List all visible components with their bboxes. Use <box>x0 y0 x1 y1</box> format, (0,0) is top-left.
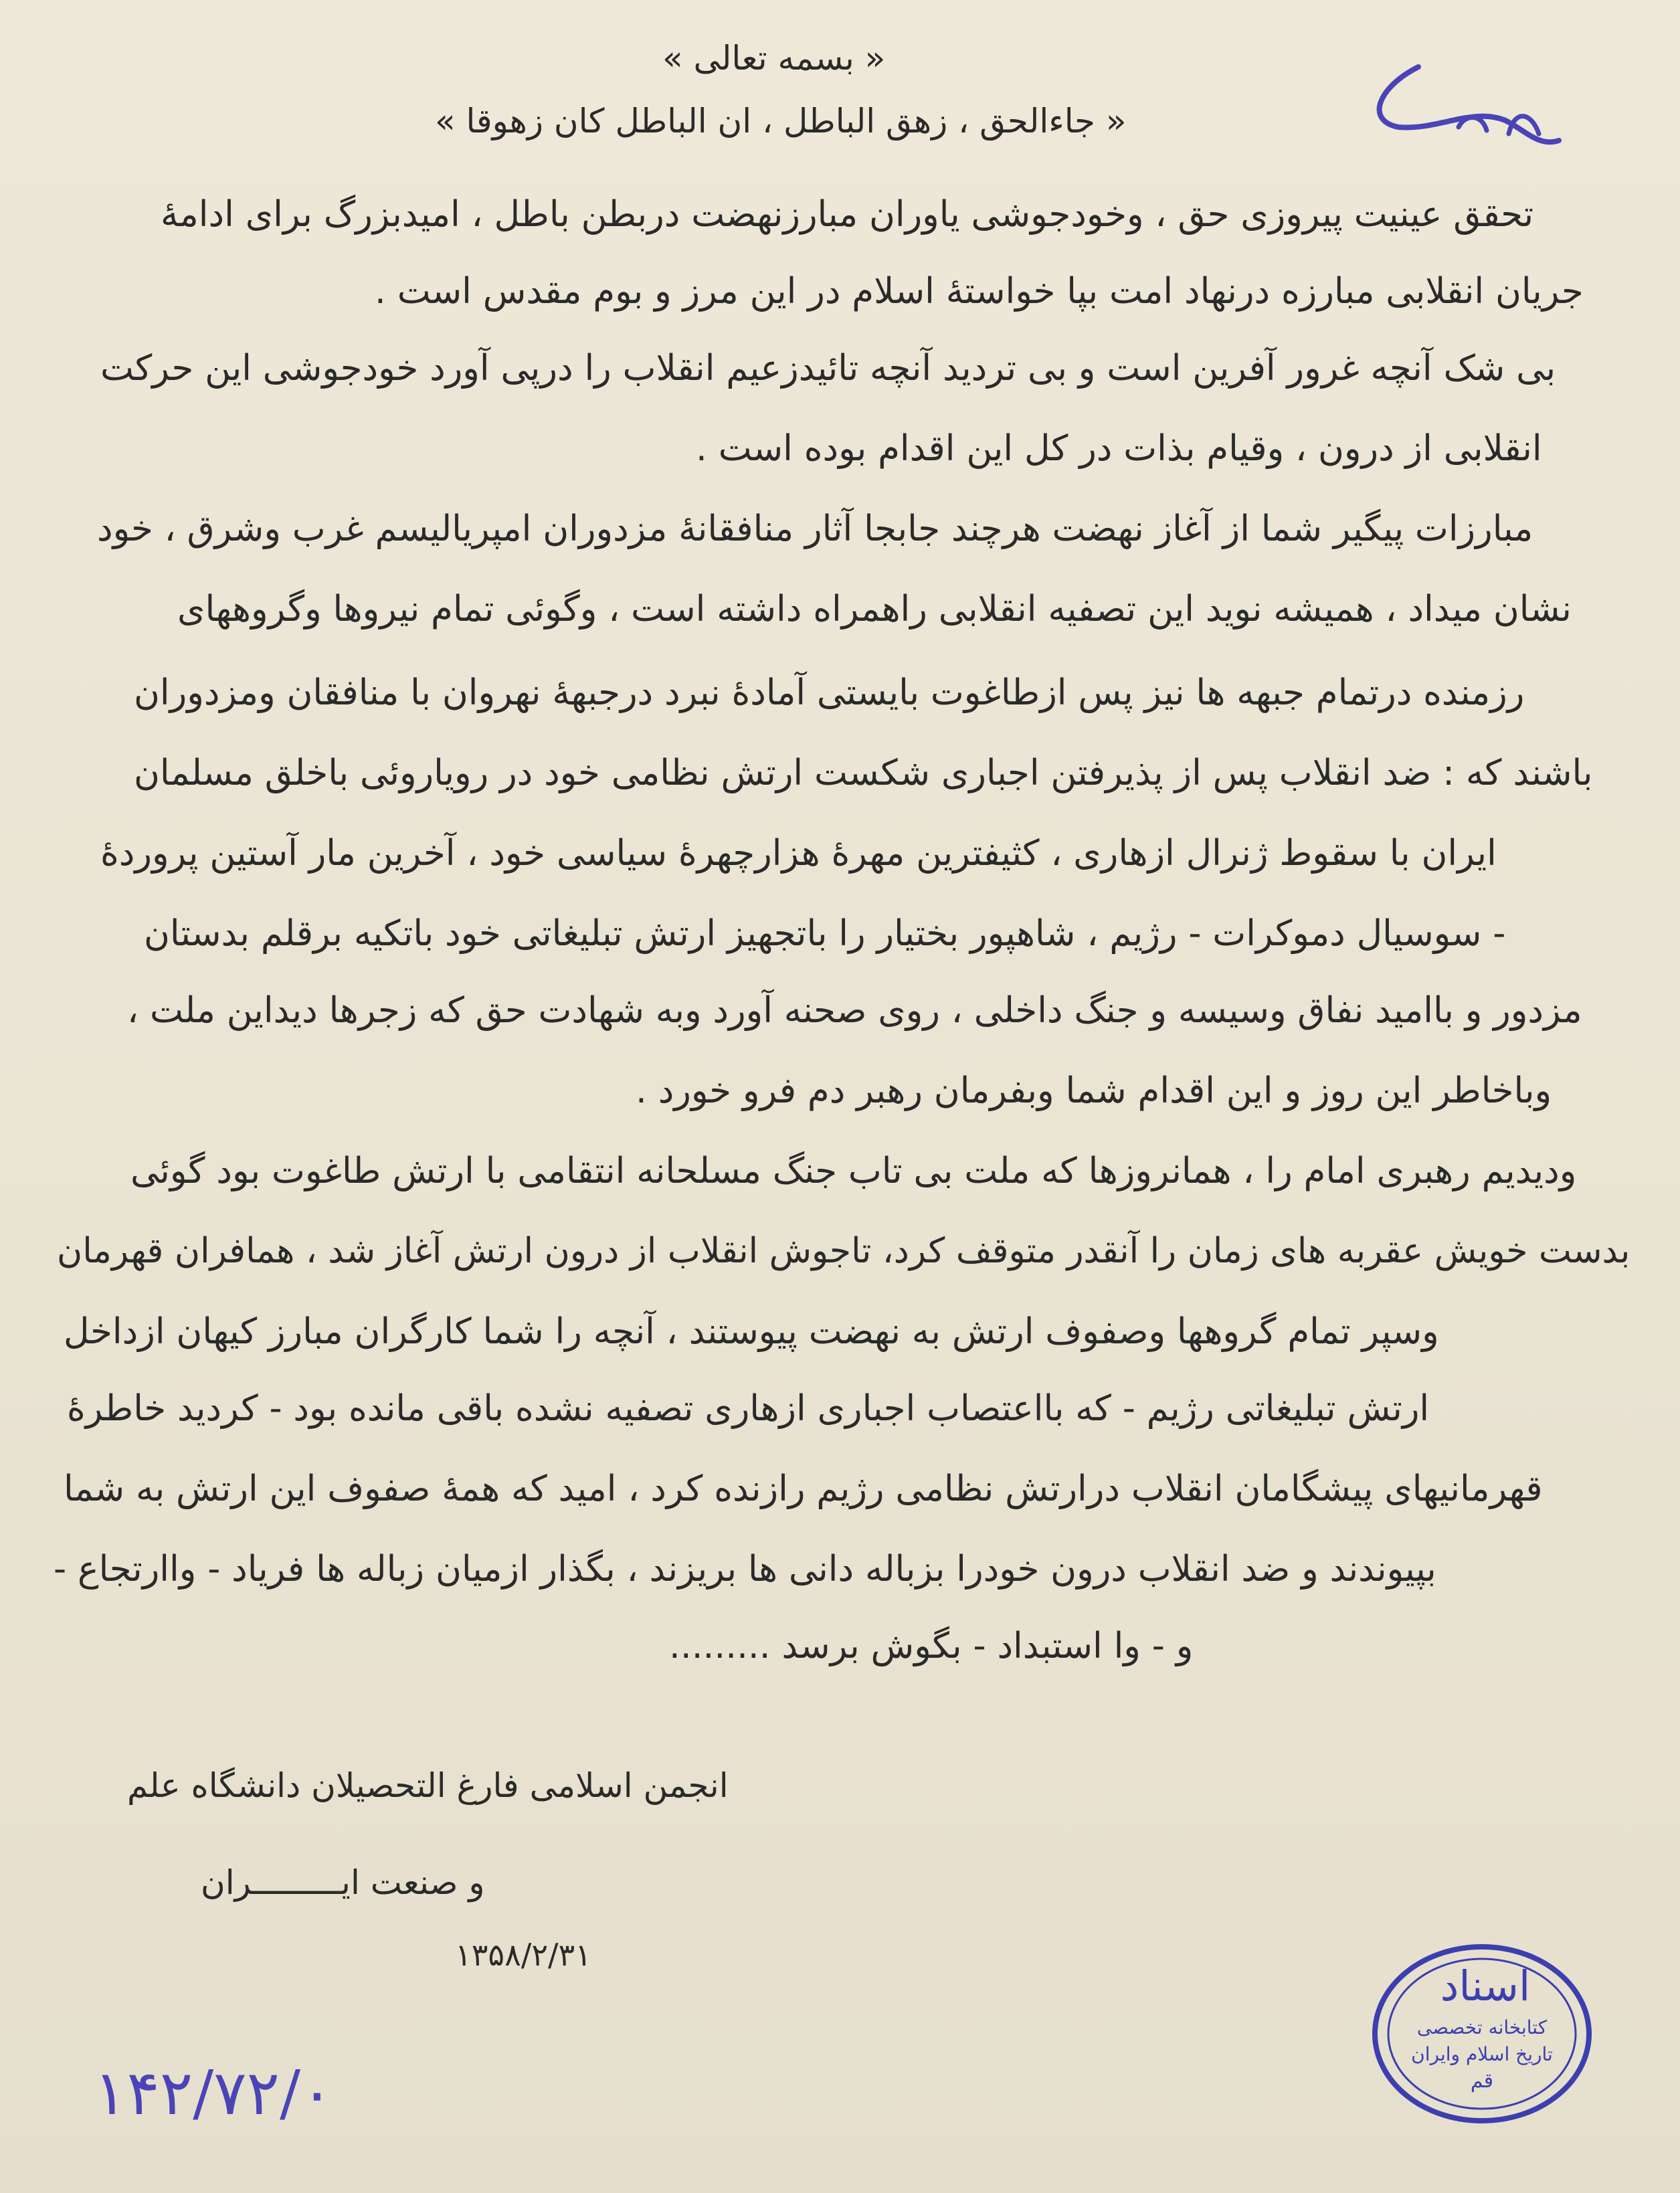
body-line: ارتش تبلیغاتی رژیم - که بااعتصاب اجباری ازهاری تصفیه نشده باقی مانده بود - کردید خاطرهٔ <box>67 1388 1430 1429</box>
body-line: انقلابی از درون ، وقیام بذات در کل این اقدام بوده است . <box>696 428 1542 469</box>
signature-organization-continued: و صنعت ایـــــــــران <box>201 1863 485 1902</box>
body-line: بدست خویش عقربه های زمان را آنقدر متوقف کرد، تاجوش انقلاب از درون ارتش آغاز شد ، همافران قهرمان <box>57 1231 1630 1271</box>
body-line: و - وا استبداد - بگوش برسد ......... <box>669 1626 1194 1666</box>
stamp-title: اسناد <box>1440 1962 1531 2010</box>
body-line: تحقق عینیت پیروزی حق ، وخودجوشی یاوران مبارزنهضت دربطن باطل ، امیدبزرگ برای ادامهٔ <box>161 194 1534 235</box>
body-line: بپیوندند و ضد انقلاب درون خودرا بزباله دانی ها بریزند ، بگذار ازمیان زباله ها فریاد - واارتجاع - <box>54 1549 1436 1590</box>
body-line: قهرمانیهای پیشگامان انقلاب درارتش نظامی رژیم رازنده کرد ، امید که همهٔ صفوف این ارتش به شما <box>64 1468 1543 1509</box>
body-line: بی شک آنچه غرور آفرین است و بی تردید آنچه تائیدزعیم انقلاب را درپی آورد خودجوشی این حرکت <box>100 348 1556 389</box>
body-line: نشان میداد ، همیشه نوید این تصفیه انقلابی راهمراه داشته است ، وگوئی تمام نیروها وگروههای <box>177 589 1572 630</box>
body-line: مبارزات پیگیر شما از آغاز نهضت هرچند جابجا آثار منافقانهٔ مزدوران امپریالیسم غرب وشرق ، خود <box>97 508 1533 549</box>
stamp-subject: تاریخ اسلام وایران <box>1411 2043 1553 2065</box>
body-line: ایران با سقوط ژنرال ازهاری ، کثیفترین مهرهٔ هزارچهرهٔ سیاسی خود ، آخرین مار آستین پروردهٔ <box>100 833 1497 874</box>
signature-organization: انجمن اسلامی فارغ التحصیلان دانشگاه علم <box>127 1766 729 1805</box>
body-line: وسپر تمام گروهها وصفوف ارتش به نهضت پیوستند ، آنچه را شما کارگران مبارز کیهان ازداخل <box>64 1311 1439 1352</box>
archive-number: ۱۴۲/۷۲/۰ <box>94 2057 334 2129</box>
body-line: جریان انقلابی مبارزه درنهاد امت بپا خواستهٔ اسلام در این مرز و بوم مقدس است . <box>375 271 1584 312</box>
body-line: باشند که : ضد انقلاب پس از پذیرفتن اجباری شکست ارتش نظامی خود در رویاروئی باخلق مسلمان <box>134 753 1593 793</box>
handwritten-annotation <box>1338 47 1579 174</box>
stamp-library: کتابخانه تخصصی <box>1416 2016 1548 2038</box>
body-line: مزدور و باامید نفاق وسیسه و جنگ داخلی ، روی صحنه آورد وبه شهادت حق که زجرها دیداین ملت ، <box>127 990 1582 1031</box>
archive-stamp <box>1368 1937 1596 2131</box>
body-line: - سوسیال دموکرات - رژیم ، شاهپور بختیار را باتجهیز ارتش تبلیغاتی خود باتکیه برقلم بدستان <box>144 913 1506 954</box>
basmala-heading: « بسمه تعالی » <box>662 39 886 78</box>
stamp-city: قم <box>1470 2069 1494 2093</box>
body-line: وباخاطر این روز و این اقدام شما وبفرمان رهبر دم فرو خورد . <box>636 1070 1552 1111</box>
body-line: رزمنده درتمام جبهه ها نیز پس ازطاغوت بایستی آمادهٔ نبرد درجبههٔ نهروان با منافقان ومزدوران <box>134 672 1525 713</box>
quran-quote-heading: « جاءالحق ، زهق الباطل ، ان الباطل کان زهوقا » <box>435 102 1127 140</box>
document-date: ۱۳۵۸/۲/۳۱ <box>455 1937 591 1973</box>
body-line: ودیدیم رهبری امام را ، همانروزها که ملت بی تاب جنگ مسلحانه انتقامی با ارتش طاغوت بود گوئی <box>130 1151 1577 1191</box>
